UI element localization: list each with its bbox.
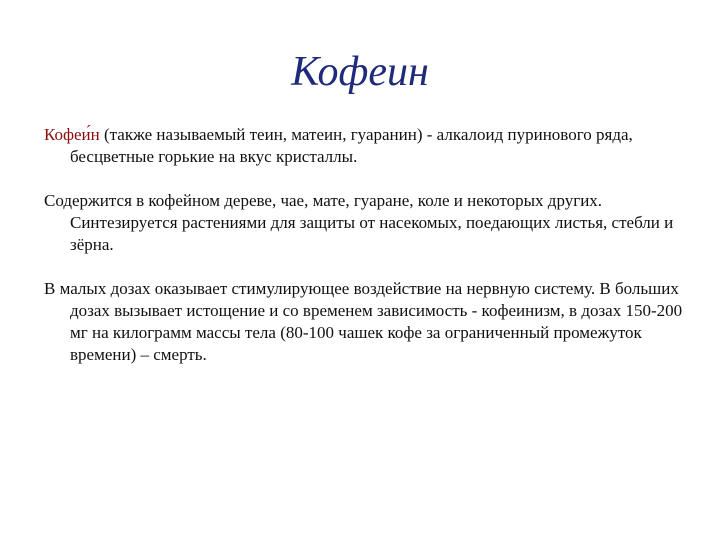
paragraph-sources — [44, 190, 694, 256]
slide-body — [44, 124, 694, 388]
paragraph-definition-text: (также называемый теин, матеин, гуаранин) - алкалоид пуринового ряда, бесцветные горькие на вкус кристаллы. — [70, 125, 633, 166]
paragraph-definition — [44, 124, 694, 168]
paragraph-sources-text: Содержится в кофейном дереве, чае, мате, гуаране, коле и некоторых других. Синтезируется растениями для защиты от насекомых, поедающих листья, стебли и зёрна. — [44, 191, 674, 254]
term-caffeine: Кофеи́н — [44, 125, 100, 144]
slide-title: Кофеин — [291, 49, 429, 95]
paragraph-effects — [44, 278, 694, 366]
paragraph-effects-text: В малых дозах оказывает стимулирующее воздействие на нервную систему. В больших дозах вызывает истощение и со временем зависимость - кофеинизм, в дозах 150-200 мг на килограмм массы тела (80-100 чашек кофе за ограниченный промежуток времени) – смерть. — [44, 279, 683, 364]
